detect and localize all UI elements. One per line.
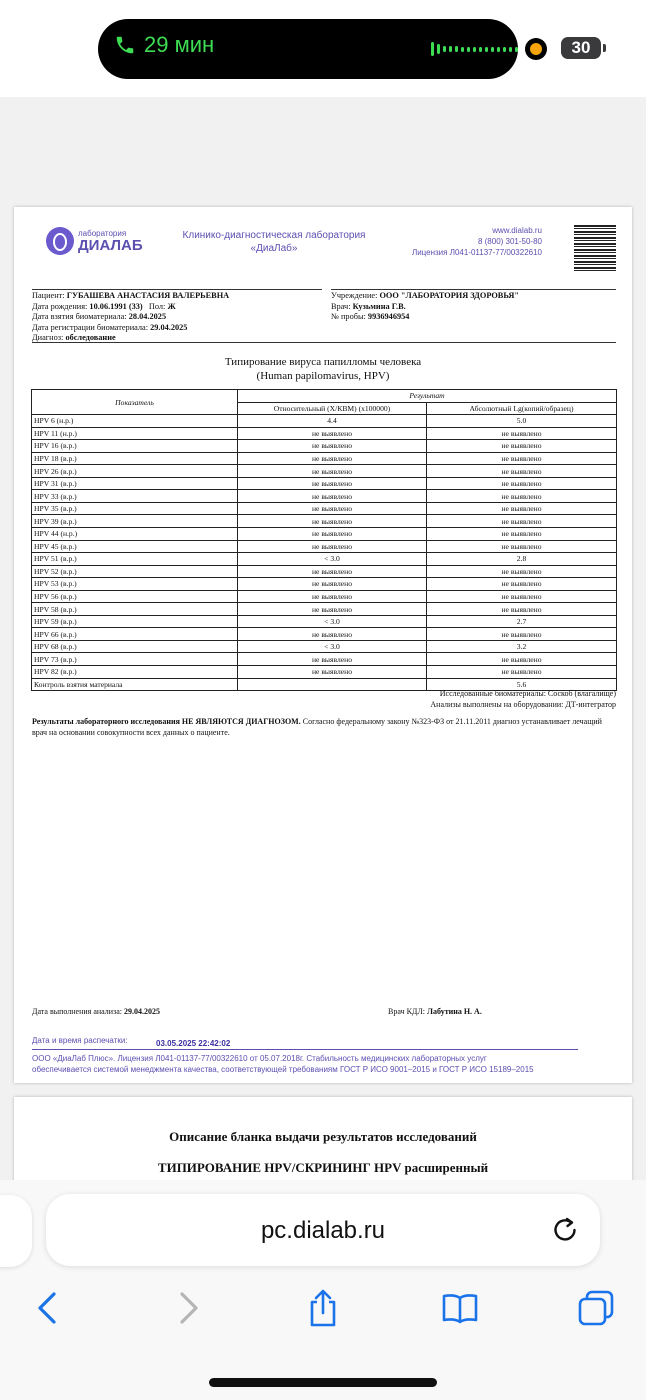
dialab-logo xyxy=(46,227,143,255)
tabs-icon[interactable] xyxy=(576,1288,616,1328)
row-absolute: не выявлено xyxy=(427,590,617,603)
table-row xyxy=(32,540,617,553)
col-relative-header: Относительный (X/КВМ) (x100000) xyxy=(238,402,427,415)
row-name: HPV 59 (в.р.) xyxy=(32,615,238,628)
phone-icon xyxy=(114,34,136,56)
row-relative: < 3.0 xyxy=(238,640,427,653)
kdl-doctor: Лабутина Н. А. xyxy=(427,1007,482,1016)
row-name: HPV 11 (н.р.) xyxy=(32,427,238,440)
sample-number: 9936946954 xyxy=(367,312,410,321)
row-name: HPV 45 (в.р.) xyxy=(32,540,238,553)
reload-icon[interactable] xyxy=(551,1216,579,1244)
browser-toolbar xyxy=(0,1180,646,1400)
report-signatures: Дата выполнения анализа: 29.04.2025 Врач КДЛ: Лабутина Н. А. xyxy=(32,1007,482,1016)
col-indicator-header: Показатель xyxy=(32,390,238,415)
table-row xyxy=(32,465,617,478)
row-name: HPV 44 (н.р.) xyxy=(32,528,238,541)
row-absolute: не выявлено xyxy=(427,427,617,440)
row-absolute: не выявлено xyxy=(427,502,617,515)
biomaterial-note: Исследованные биоматериалы: Соскоб (влагалище) xyxy=(439,689,616,698)
call-duration: 29 мин xyxy=(144,32,215,57)
row-relative: не выявлено xyxy=(238,603,427,616)
table-row xyxy=(32,553,617,566)
institution-info: Учреждение: ООО "ЛАБОРАТОРИЯ ЗДОРОВЬЯ" Врач: Кузьмина Г.В. № пробы: 9936946954 xyxy=(331,289,616,323)
disclaimer: Результаты лабораторного исследования НЕ ЯВЛЯЮТСЯ ДИАГНОЗОМ. Согласно федеральному закону №323-ФЗ от 21.11.2011 диагноз устанавливает лечащий врач на основании совокупности всех данных о пациенте. xyxy=(32,717,602,737)
report-page-1 xyxy=(14,207,632,1083)
row-relative: не выявлено xyxy=(238,628,427,641)
row-absolute: не выявлено xyxy=(427,603,617,616)
logo-mark-icon xyxy=(46,227,74,255)
results-table xyxy=(31,389,617,691)
lab-website: www.dialab.ru xyxy=(492,226,542,235)
row-absolute: не выявлено xyxy=(427,440,617,453)
row-absolute: не выявлено xyxy=(427,452,617,465)
row-relative: не выявлено xyxy=(238,565,427,578)
logo-title: ДИАЛАБ xyxy=(78,236,143,254)
table-row xyxy=(32,452,617,465)
row-absolute: не выявлено xyxy=(427,666,617,679)
row-relative: не выявлено xyxy=(238,502,427,515)
logo-subtitle: лаборатория xyxy=(78,228,127,238)
url-text[interactable]: pc.dialab.ru xyxy=(260,1217,386,1244)
row-absolute: не выявлено xyxy=(427,490,617,503)
row-relative: не выявлено xyxy=(238,465,427,478)
recording-dot-icon xyxy=(527,40,545,58)
back-icon[interactable] xyxy=(28,1288,68,1328)
row-name: HPV 31 (в.р.) xyxy=(32,477,238,490)
row-relative: не выявлено xyxy=(238,590,427,603)
previous-tab-pill[interactable] xyxy=(0,1195,32,1267)
row-absolute: не выявлено xyxy=(427,565,617,578)
status-bar xyxy=(0,0,646,97)
row-absolute: не выявлено xyxy=(427,540,617,553)
row-absolute: не выявлено xyxy=(427,465,617,478)
table-row xyxy=(32,590,617,603)
audio-wave-icon xyxy=(431,41,518,57)
row-name: HPV 6 (н.р.) xyxy=(32,415,238,428)
lab-name: Клинико-диагностическая лаборатория «ДиаЛаб» xyxy=(182,230,366,254)
row-relative: < 3.0 xyxy=(238,553,427,566)
row-absolute: 5.6 xyxy=(427,678,617,691)
row-absolute: 3.2 xyxy=(427,640,617,653)
page2-title: Описание бланка выдачи результатов исследований xyxy=(169,1129,477,1144)
done-date: 29.04.2025 xyxy=(124,1007,160,1016)
table-row xyxy=(32,615,617,628)
table-row xyxy=(32,653,617,666)
table-row xyxy=(32,565,617,578)
patient-dob: 10.06.1991 (33) xyxy=(89,301,143,311)
lab-phone: 8 (800) 301-50-80 xyxy=(477,237,542,246)
dynamic-island[interactable] xyxy=(98,19,518,79)
share-icon[interactable] xyxy=(303,1288,343,1328)
row-absolute: не выявлено xyxy=(427,578,617,591)
row-name: HPV 35 (в.р.) xyxy=(32,502,238,515)
row-absolute: 5.0 xyxy=(427,415,617,428)
row-relative: не выявлено xyxy=(238,440,427,453)
table-row xyxy=(32,502,617,515)
call-indicator[interactable] xyxy=(114,32,214,58)
row-name: HPV 33 (в.р.) xyxy=(32,490,238,503)
col-absolute-header: Абсолютный Lg(копий/образец) xyxy=(427,402,617,415)
row-absolute: не выявлено xyxy=(427,477,617,490)
barcode-icon xyxy=(574,225,616,273)
patient-sex: Ж xyxy=(167,301,176,311)
table-row xyxy=(32,528,617,541)
row-name: HPV 53 (в.р.) xyxy=(32,578,238,591)
row-relative: не выявлено xyxy=(238,540,427,553)
table-row xyxy=(32,515,617,528)
col-result-header: Результат xyxy=(238,390,617,403)
patient-info: Пациент: ГУБАШЕВА АНАСТАСИЯ ВАЛЕРЬЕВНА Дата рождения: 10.06.1991 (33) Пол: Ж Дата взятия биоматериала: 28.04.2025 Дата регистрации биоматериала: 29.04.2025 Диагноз: обследование xyxy=(32,289,322,344)
row-name: HPV 16 (в.р.) xyxy=(32,440,238,453)
table-row xyxy=(32,440,617,453)
row-relative: не выявлено xyxy=(238,490,427,503)
print-datetime: 03.05.2025 22:42:02 xyxy=(156,1039,231,1048)
row-name: HPV 56 (в.р.) xyxy=(32,590,238,603)
row-name: HPV 73 (в.р.) xyxy=(32,653,238,666)
row-name: HPV 39 (в.р.) xyxy=(32,515,238,528)
equipment-note: Анализы выполнены на оборудовании: ДТ-интегратор xyxy=(430,699,616,709)
row-relative: < 3.0 xyxy=(238,615,427,628)
row-name: HPV 68 (в.р.) xyxy=(32,640,238,653)
lab-contacts xyxy=(384,225,542,258)
battery-indicator: 30 xyxy=(561,37,601,59)
table-row xyxy=(32,477,617,490)
table-row xyxy=(32,603,617,616)
table-row xyxy=(32,578,617,591)
row-name: HPV 18 (в.р.) xyxy=(32,452,238,465)
row-relative: не выявлено xyxy=(238,452,427,465)
row-name: HPV 52 (в.р.) xyxy=(32,565,238,578)
home-indicator[interactable] xyxy=(209,1378,437,1387)
row-name: HPV 58 (в.р.) xyxy=(32,603,238,616)
row-absolute: не выявлено xyxy=(427,515,617,528)
row-absolute: не выявлено xyxy=(427,628,617,641)
bookmarks-icon[interactable] xyxy=(440,1288,480,1328)
table-row xyxy=(32,427,617,440)
table-row xyxy=(32,640,617,653)
row-name: HPV 51 (в.р.) xyxy=(32,553,238,566)
row-relative: 4.4 xyxy=(238,415,427,428)
row-name: HPV 66 (в.р.) xyxy=(32,628,238,641)
row-relative: не выявлено xyxy=(238,653,427,666)
license-footer: ООО «ДиаЛаб Плюс». Лицензия Л041-01137-77/00322610 от 05.07.2018г. Стабильность медицинских лабораторных услуг обеспечивается системой менеджмента качества, соответствующей требованиям ГОСТ Р ИСО 9001–2015 и ГОСТ Р ИСО 15189–2015 xyxy=(32,1054,534,1074)
row-relative: не выявлено xyxy=(238,427,427,440)
divider xyxy=(32,342,616,343)
institution: ООО "ЛАБОРАТОРИЯ ЗДОРОВЬЯ" xyxy=(379,291,519,300)
row-absolute: 2.7 xyxy=(427,615,617,628)
page2-subtitle: ТИПИРОВАНИЕ HPV/СКРИНИНГ HPV расширенный xyxy=(157,1160,489,1175)
row-absolute: 2.8 xyxy=(427,553,617,566)
diagnosis: обследование xyxy=(65,333,116,342)
address-bar[interactable] xyxy=(46,1194,600,1266)
table-row xyxy=(32,666,617,679)
row-name: HPV 82 (в.р.) xyxy=(32,666,238,679)
row-name: HPV 26 (в.р.) xyxy=(32,465,238,478)
table-row xyxy=(32,415,617,428)
doctor: Кузьмина Г.В. xyxy=(352,301,406,311)
row-relative: не выявлено xyxy=(238,515,427,528)
row-relative: не выявлено xyxy=(238,477,427,490)
row-absolute: не выявлено xyxy=(427,653,617,666)
collect-date: 28.04.2025 xyxy=(128,312,167,321)
print-datetime-row: Дата и время распечатки: 03.05.2025 22:42:02 xyxy=(32,1036,578,1050)
row-relative: не выявлено xyxy=(238,528,427,541)
patient-name: ГУБАШЕВА АНАСТАСИЯ ВАЛЕРЬЕВНА xyxy=(66,291,230,300)
table-row xyxy=(32,490,617,503)
row-relative: не выявлено xyxy=(238,666,427,679)
analysis-notes xyxy=(32,689,616,710)
row-absolute: не выявлено xyxy=(427,528,617,541)
row-name: Контроль взятия материала xyxy=(32,678,238,691)
reg-date: 29.04.2025 xyxy=(150,322,188,332)
row-relative: не выявлено xyxy=(238,578,427,591)
lab-license: Лицензия Л041-01137-77/00322610 xyxy=(411,248,542,257)
table-row xyxy=(32,628,617,641)
forward-icon[interactable] xyxy=(168,1288,208,1328)
report-title: Типирование вируса папилломы человека (Human papilomavirus, HPV) xyxy=(224,356,422,382)
